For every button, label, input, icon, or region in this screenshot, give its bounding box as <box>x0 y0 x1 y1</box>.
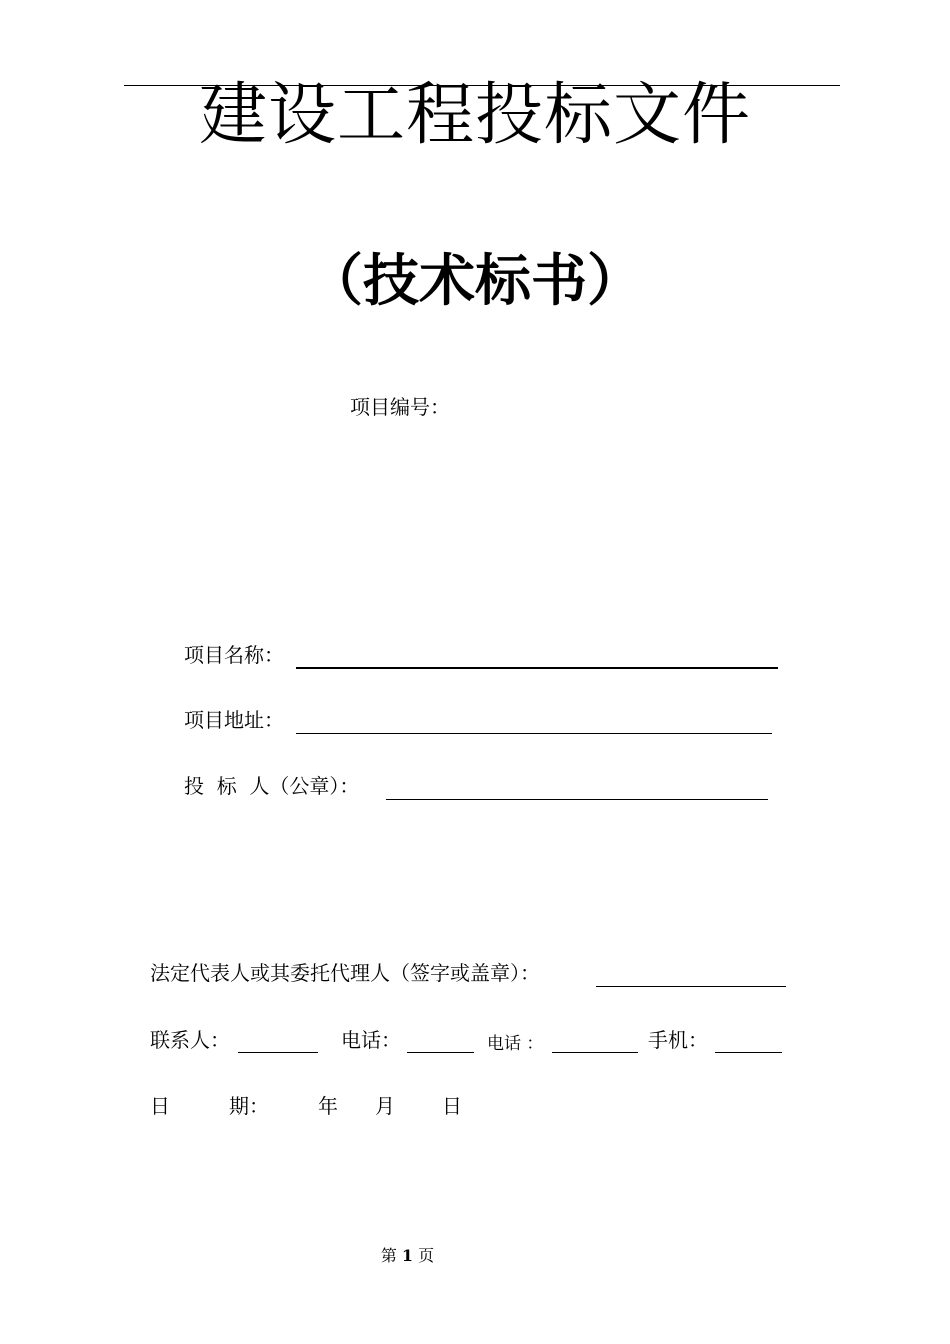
mobile-label: 手机： <box>648 1028 708 1052</box>
contact-person-field[interactable] <box>238 1052 318 1053</box>
project-address-label: 项目地址： <box>184 708 284 732</box>
phone-field-1[interactable] <box>407 1052 474 1053</box>
page-suffix: 页 <box>418 1246 435 1265</box>
project-number-label: 项目编号： <box>350 395 450 419</box>
phone-field-2[interactable] <box>552 1052 638 1053</box>
contact-person-label: 联系人： <box>150 1028 230 1052</box>
legal-rep-label: 法定代表人或其委托代理人（签字或盖章）： <box>150 961 540 985</box>
sub-title: （技术标书） <box>307 249 643 314</box>
page-number-value: 1 <box>401 1246 414 1265</box>
project-name-label: 项目名称： <box>184 643 284 667</box>
month-label: 月 <box>375 1094 395 1118</box>
page-number <box>0 1243 815 1266</box>
legal-rep-signature-field[interactable] <box>596 986 786 987</box>
bidder-label: 投 标 人（公章）： <box>184 774 360 798</box>
date-label-2: 期： <box>229 1094 269 1118</box>
bidder-seal-field[interactable] <box>386 799 768 800</box>
year-label: 年 <box>318 1094 338 1118</box>
main-title: 建设工程投标文件 <box>198 76 751 155</box>
project-name-field[interactable] <box>296 667 778 669</box>
day-label: 日 <box>442 1094 462 1118</box>
date-label: 日 <box>150 1094 170 1118</box>
project-address-field[interactable] <box>296 733 772 734</box>
mobile-field[interactable] <box>715 1052 782 1053</box>
page-prefix: 第 <box>380 1246 397 1265</box>
phone-label-2: 电话 ： <box>487 1034 544 1054</box>
phone-label-1: 电话： <box>341 1028 401 1052</box>
